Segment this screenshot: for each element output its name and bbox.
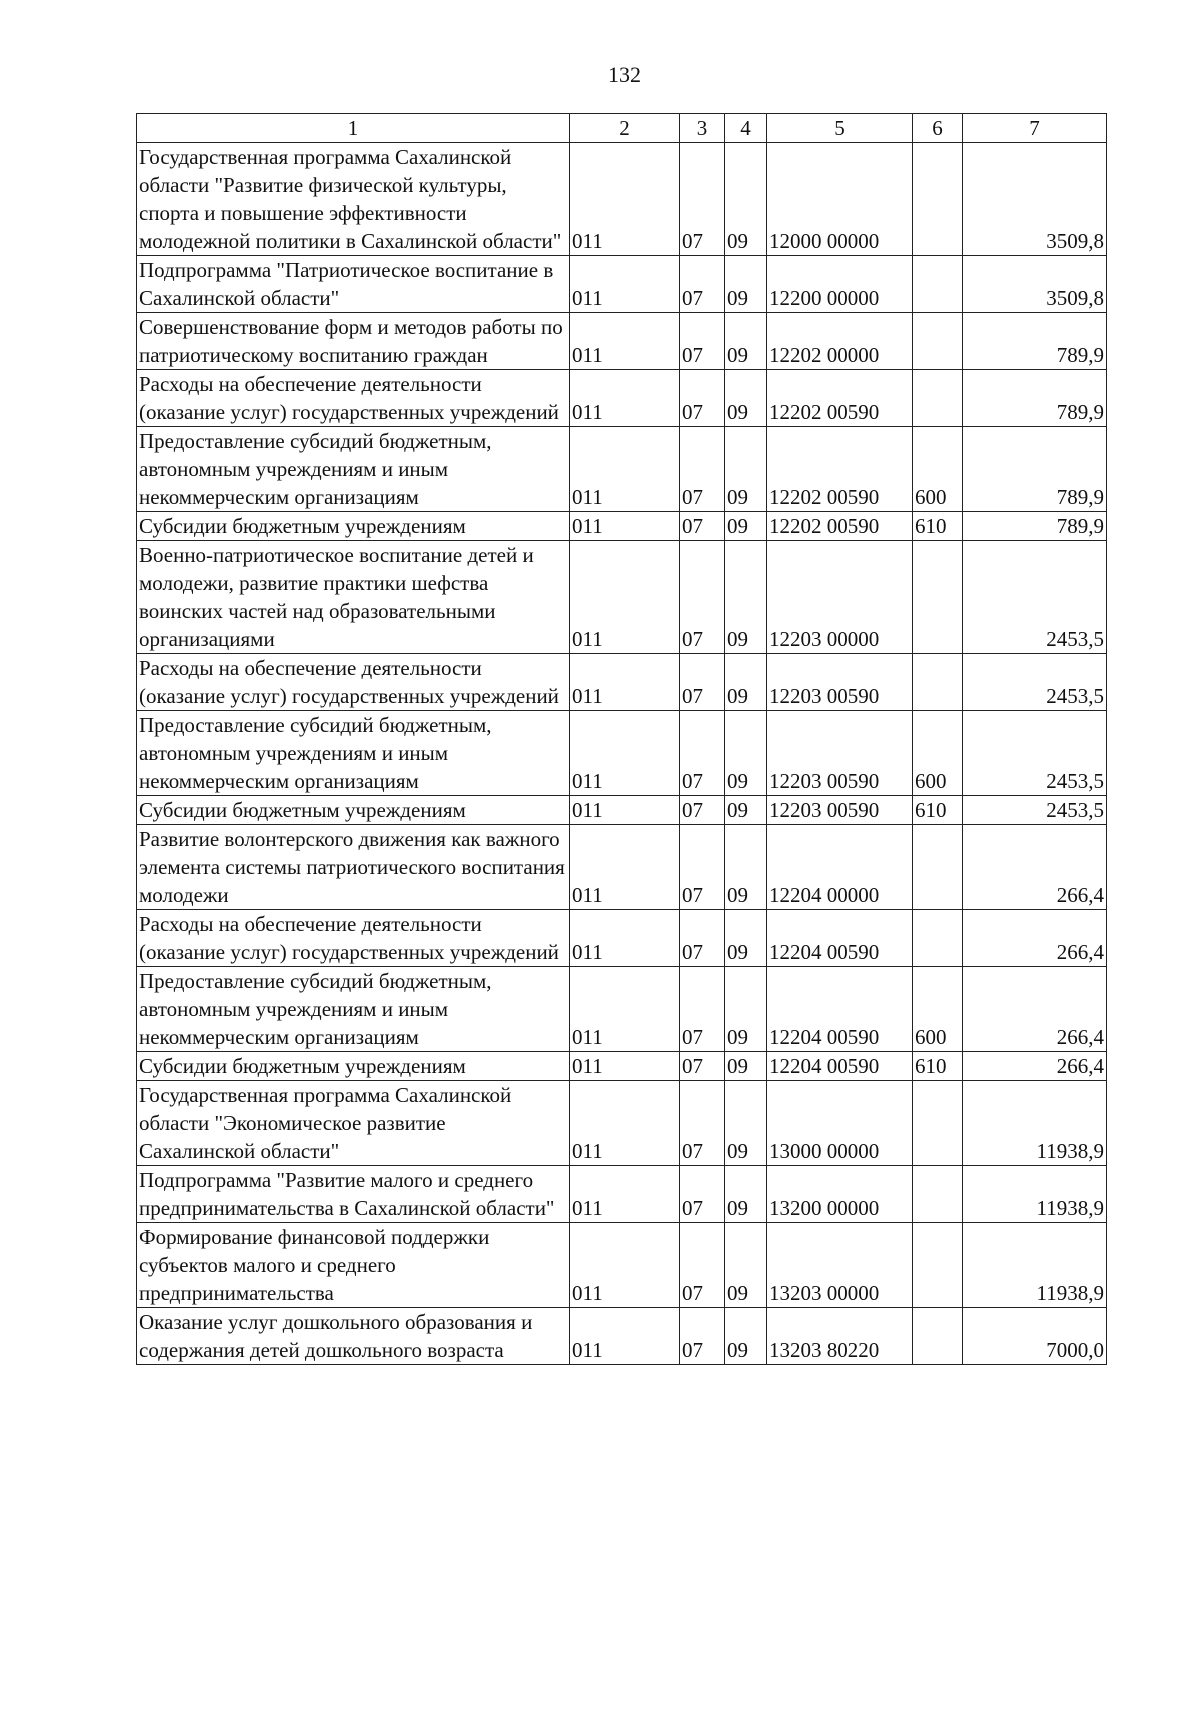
- amount-cell: 2453,5: [963, 541, 1107, 654]
- header-row: [137, 114, 1107, 143]
- amount-cell: 266,4: [963, 967, 1107, 1052]
- section-code-cell: 07: [680, 143, 725, 256]
- header-cell: 6: [913, 114, 963, 143]
- row-name-cell: Предоставление субсидий бюджетным, автономным учреждениям и иным некоммерческим организациям: [137, 967, 570, 1052]
- section-code-cell: 07: [680, 910, 725, 967]
- subsection-code-cell: 09: [725, 1223, 767, 1308]
- amount-cell: 3509,8: [963, 143, 1107, 256]
- row-name-cell: Совершенствование форм и методов работы по патриотическому воспитанию граждан: [137, 313, 570, 370]
- row-name-cell: Подпрограмма "Развитие малого и среднего предпринимательства в Сахалинской области": [137, 1166, 570, 1223]
- expense-type-cell: [913, 370, 963, 427]
- ministry-code-cell: 011: [570, 654, 680, 711]
- amount-cell: 11938,9: [963, 1166, 1107, 1223]
- amount-cell: 2453,5: [963, 796, 1107, 825]
- amount-cell: 789,9: [963, 512, 1107, 541]
- target-article-cell: 13203 80220: [767, 1308, 913, 1365]
- amount-cell: 266,4: [963, 1052, 1107, 1081]
- subsection-code-cell: 09: [725, 910, 767, 967]
- row-name-cell: Государственная программа Сахалинской области "Экономическое развитие Сахалинской области": [137, 1081, 570, 1166]
- target-article-cell: 12204 00000: [767, 825, 913, 910]
- subsection-code-cell: 09: [725, 654, 767, 711]
- subsection-code-cell: 09: [725, 1052, 767, 1081]
- target-article-cell: 12204 00590: [767, 1052, 913, 1081]
- expense-type-cell: [913, 1223, 963, 1308]
- expense-type-cell: [913, 313, 963, 370]
- section-code-cell: 07: [680, 1052, 725, 1081]
- target-article-cell: 12203 00590: [767, 796, 913, 825]
- expense-type-cell: [913, 1308, 963, 1365]
- amount-cell: 2453,5: [963, 711, 1107, 796]
- section-code-cell: 07: [680, 1166, 725, 1223]
- row-name-cell: Военно-патриотическое воспитание детей и молодежи, развитие практики шефства воинских частей над образовательными организациями: [137, 541, 570, 654]
- ministry-code-cell: 011: [570, 512, 680, 541]
- ministry-code-cell: 011: [570, 427, 680, 512]
- header-cell: 2: [570, 114, 680, 143]
- table-row: [137, 1223, 1107, 1308]
- ministry-code-cell: 011: [570, 313, 680, 370]
- target-article-cell: 13203 00000: [767, 1223, 913, 1308]
- amount-cell: 7000,0: [963, 1308, 1107, 1365]
- header-cell: 3: [680, 114, 725, 143]
- section-code-cell: 07: [680, 825, 725, 910]
- expense-type-cell: [913, 143, 963, 256]
- expense-type-cell: [913, 910, 963, 967]
- subsection-code-cell: 09: [725, 256, 767, 313]
- target-article-cell: 12202 00590: [767, 427, 913, 512]
- amount-cell: 11938,9: [963, 1081, 1107, 1166]
- target-article-cell: 12204 00590: [767, 967, 913, 1052]
- subsection-code-cell: 09: [725, 711, 767, 796]
- expense-type-cell: 600: [913, 967, 963, 1052]
- amount-cell: 789,9: [963, 370, 1107, 427]
- header-cell: 1: [137, 114, 570, 143]
- subsection-code-cell: 09: [725, 541, 767, 654]
- header-cell: 5: [767, 114, 913, 143]
- amount-cell: 11938,9: [963, 1223, 1107, 1308]
- target-article-cell: 12203 00590: [767, 654, 913, 711]
- row-name-cell: Развитие волонтерского движения как важного элемента системы патриотического воспитания молодежи: [137, 825, 570, 910]
- amount-cell: 789,9: [963, 313, 1107, 370]
- expense-type-cell: [913, 541, 963, 654]
- ministry-code-cell: 011: [570, 796, 680, 825]
- expense-type-cell: [913, 256, 963, 313]
- page-number: 132: [608, 62, 641, 87]
- row-name-cell: Расходы на обеспечение деятельности (оказание услуг) государственных учреждений: [137, 654, 570, 711]
- ministry-code-cell: 011: [570, 256, 680, 313]
- target-article-cell: 13000 00000: [767, 1081, 913, 1166]
- header-cell: 4: [725, 114, 767, 143]
- expense-type-cell: [913, 654, 963, 711]
- section-code-cell: 07: [680, 256, 725, 313]
- table-body: [137, 143, 1107, 1365]
- table-row: [137, 541, 1107, 654]
- section-code-cell: 07: [680, 1081, 725, 1166]
- target-article-cell: 12204 00590: [767, 910, 913, 967]
- section-code-cell: 07: [680, 370, 725, 427]
- table-row: [137, 512, 1107, 541]
- target-article-cell: 12203 00000: [767, 541, 913, 654]
- table-row: [137, 1308, 1107, 1365]
- table-row: [137, 370, 1107, 427]
- expense-type-cell: [913, 1081, 963, 1166]
- ministry-code-cell: 011: [570, 370, 680, 427]
- table-row: [137, 143, 1107, 256]
- ministry-code-cell: 011: [570, 1223, 680, 1308]
- table-row: [137, 313, 1107, 370]
- expense-type-cell: 610: [913, 1052, 963, 1081]
- subsection-code-cell: 09: [725, 1081, 767, 1166]
- table-row: [137, 910, 1107, 967]
- subsection-code-cell: 09: [725, 796, 767, 825]
- ministry-code-cell: 011: [570, 910, 680, 967]
- target-article-cell: 12202 00590: [767, 370, 913, 427]
- row-name-cell: Формирование финансовой поддержки субъектов малого и среднего предпринимательства: [137, 1223, 570, 1308]
- section-code-cell: 07: [680, 967, 725, 1052]
- table-row: [137, 427, 1107, 512]
- table-row: [137, 1052, 1107, 1081]
- ministry-code-cell: 011: [570, 825, 680, 910]
- subsection-code-cell: 09: [725, 370, 767, 427]
- subsection-code-cell: 09: [725, 313, 767, 370]
- table-row: [137, 256, 1107, 313]
- target-article-cell: 12200 00000: [767, 256, 913, 313]
- amount-cell: 266,4: [963, 825, 1107, 910]
- section-code-cell: 07: [680, 313, 725, 370]
- subsection-code-cell: 09: [725, 143, 767, 256]
- section-code-cell: 07: [680, 796, 725, 825]
- ministry-code-cell: 011: [570, 967, 680, 1052]
- ministry-code-cell: 011: [570, 143, 680, 256]
- table-row: [137, 825, 1107, 910]
- row-name-cell: Предоставление субсидий бюджетным, автономным учреждениям и иным некоммерческим организациям: [137, 711, 570, 796]
- amount-cell: 2453,5: [963, 654, 1107, 711]
- target-article-cell: 12203 00590: [767, 711, 913, 796]
- section-code-cell: 07: [680, 1223, 725, 1308]
- expense-type-cell: [913, 825, 963, 910]
- table-row: [137, 796, 1107, 825]
- ministry-code-cell: 011: [570, 541, 680, 654]
- section-code-cell: 07: [680, 711, 725, 796]
- table-row: [137, 1081, 1107, 1166]
- row-name-cell: Оказание услуг дошкольного образования и содержания детей дошкольного возраста: [137, 1308, 570, 1365]
- expense-type-cell: 610: [913, 512, 963, 541]
- target-article-cell: 12202 00590: [767, 512, 913, 541]
- row-name-cell: Субсидии бюджетным учреждениям: [137, 512, 570, 541]
- row-name-cell: Расходы на обеспечение деятельности (оказание услуг) государственных учреждений: [137, 910, 570, 967]
- table-row: [137, 1166, 1107, 1223]
- target-article-cell: 12202 00000: [767, 313, 913, 370]
- subsection-code-cell: 09: [725, 427, 767, 512]
- target-article-cell: 12000 00000: [767, 143, 913, 256]
- section-code-cell: 07: [680, 1308, 725, 1365]
- table-row: [137, 967, 1107, 1052]
- subsection-code-cell: 09: [725, 512, 767, 541]
- row-name-cell: Расходы на обеспечение деятельности (оказание услуг) государственных учреждений: [137, 370, 570, 427]
- subsection-code-cell: 09: [725, 825, 767, 910]
- ministry-code-cell: 011: [570, 1052, 680, 1081]
- ministry-code-cell: 011: [570, 1166, 680, 1223]
- expense-type-cell: 600: [913, 427, 963, 512]
- row-name-cell: Подпрограмма "Патриотическое воспитание в Сахалинской области": [137, 256, 570, 313]
- header-cell: 7: [963, 114, 1107, 143]
- section-code-cell: 07: [680, 541, 725, 654]
- expense-type-cell: [913, 1166, 963, 1223]
- amount-cell: 266,4: [963, 910, 1107, 967]
- table-row: [137, 711, 1107, 796]
- ministry-code-cell: 011: [570, 1081, 680, 1166]
- ministry-code-cell: 011: [570, 711, 680, 796]
- row-name-cell: Субсидии бюджетным учреждениям: [137, 1052, 570, 1081]
- subsection-code-cell: 09: [725, 967, 767, 1052]
- section-code-cell: 07: [680, 654, 725, 711]
- row-name-cell: Предоставление субсидий бюджетным, автономным учреждениям и иным некоммерческим организациям: [137, 427, 570, 512]
- subsection-code-cell: 09: [725, 1166, 767, 1223]
- section-code-cell: 07: [680, 512, 725, 541]
- amount-cell: 3509,8: [963, 256, 1107, 313]
- target-article-cell: 13200 00000: [767, 1166, 913, 1223]
- table-row: [137, 654, 1107, 711]
- expense-type-cell: 600: [913, 711, 963, 796]
- section-code-cell: 07: [680, 427, 725, 512]
- expense-type-cell: 610: [913, 796, 963, 825]
- subsection-code-cell: 09: [725, 1308, 767, 1365]
- row-name-cell: Государственная программа Сахалинской области "Развитие физической культуры, спорта и повышение эффективности молодежной политики в Сахалинской области": [137, 143, 570, 256]
- budget-table: [136, 113, 1107, 1365]
- ministry-code-cell: 011: [570, 1308, 680, 1365]
- row-name-cell: Субсидии бюджетным учреждениям: [137, 796, 570, 825]
- amount-cell: 789,9: [963, 427, 1107, 512]
